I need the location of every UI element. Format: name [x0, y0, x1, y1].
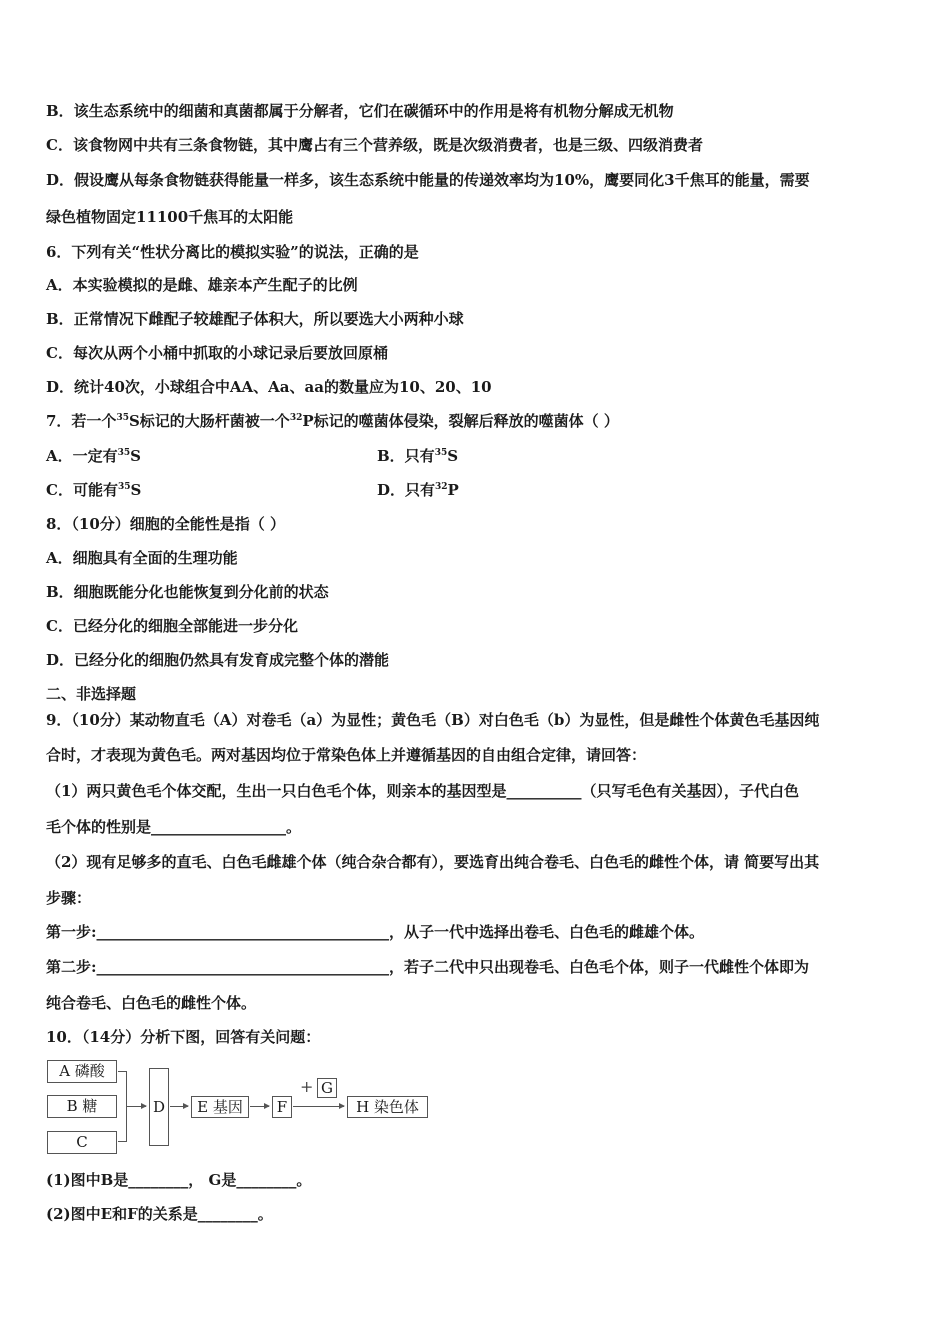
q7-stem: 7．若一个$^{35}$S标记的大肠杆菌被一个$^{32}$P标记的噬菌体侵染，裂解后释放的噬菌体（ ） — [46, 412, 619, 430]
arrow-to-d — [127, 1106, 146, 1107]
q8-option-c: C．已经分化的细胞全部能进一步分化 — [46, 617, 298, 635]
q9-step1: 第一步:_______________________________________，从子一代中选择出卷毛、白色毛的雌雄个体。 — [46, 923, 705, 941]
diagram-box-f: F — [272, 1096, 292, 1118]
q8-option-a: A．细胞具有全面的生理功能 — [46, 549, 238, 567]
diagram-plus: + — [300, 1077, 314, 1096]
q7-option-d: D．只有$^{32}$P — [377, 481, 459, 499]
arrow-d-to-e — [170, 1106, 188, 1107]
diagram-brace — [118, 1071, 127, 1142]
q9-stem-line1: 9．（10分）某动物直毛（A）对卷毛（a）为显性；黄色毛（B）对白色毛（b）为显性，但是雌性个体黄色毛基因纯 — [46, 711, 820, 729]
q10-part1: (1)图中B是________， G是________。 — [46, 1171, 312, 1189]
q10-part2: (2)图中E和F的关系是________。 — [46, 1205, 273, 1223]
q8-option-b: B．细胞既能分化也能恢复到分化前的状态 — [46, 583, 329, 601]
q8-option-d: D．已经分化的细胞仍然具有发育成完整个体的潜能 — [46, 651, 390, 669]
diagram-box-b-sugar: B 糖 — [47, 1095, 117, 1118]
diagram-box-c: C — [47, 1131, 117, 1154]
diagram-box-g: G — [317, 1078, 337, 1098]
arrow-f-to-h — [293, 1106, 344, 1107]
q6-option-b: B．正常情况下雌配子较雄配子体积大，所以要选大小两种小球 — [46, 310, 464, 328]
q6-option-a: A．本实验模拟的是雌、雄亲本产生配子的比例 — [46, 276, 358, 294]
q5-option-d-line1: D．假设鹰从每条食物链获得能量一样多，该生态系统中能量的传递效率均为10%，鹰要同化3千焦耳的能量，需要 — [46, 171, 810, 189]
q7-option-c: C．可能有$^{35}$S — [46, 481, 142, 499]
q8-stem: 8．（10分）细胞的全能性是指（ ） — [46, 515, 286, 533]
q9-part2-line2: 步骤： — [46, 889, 92, 907]
q6-option-c: C．每次从两个小桶中抓取的小球记录后要放回原桶 — [46, 344, 388, 362]
diagram-box-d: D — [149, 1068, 169, 1146]
q10-stem: 10．（14分）分析下图，回答有关问题： — [46, 1028, 321, 1046]
q9-step2-line2: 纯合卷毛、白色毛的雌性个体。 — [46, 994, 257, 1012]
diagram-box-a-phosphate: A 磷酸 — [47, 1060, 117, 1083]
q9-stem-line2: 合时，才表现为黄色毛。两对基因均位于常染色体上并遵循基因的自由组合定律，请回答： — [46, 746, 647, 764]
q6-option-d: D．统计40次，小球组合中AA、Aa、aa的数量应为10、20、10 — [46, 378, 492, 396]
q9-part1-line1: （1）两只黄色毛个体交配，生出一只白色毛个体，则亲本的基因型是__________（只写毛色有关基因），子代白色 — [46, 782, 799, 800]
q5-option-b: B．该生态系统中的细菌和真菌都属于分解者，它们在碳循环中的作用是将有机物分解成无机物 — [46, 102, 674, 120]
q5-option-c: C．该食物网中共有三条食物链，其中鹰占有三个营养级，既是次级消费者，也是三级、四级消费者 — [46, 136, 703, 154]
diagram-box-e-gene: E 基因 — [191, 1096, 249, 1118]
q9-part1-line2: 毛个体的性别是__________________。 — [46, 818, 302, 836]
q7-option-b: B．只有$^{35}$S — [377, 447, 459, 465]
diagram-box-h-chromosome: H 染色体 — [347, 1096, 428, 1118]
q9-part2-line1: （2）现有足够多的直毛、白色毛雌雄个体（纯合杂合都有），要选育出纯合卷毛、白色毛的雌性个体，请 简要写出其 — [46, 853, 820, 871]
q5-option-d-line2: 绿色植物固定11100千焦耳的太阳能 — [46, 208, 294, 226]
q6-stem: 6．下列有关“性状分离比的模拟实验”的说法，正确的是 — [46, 243, 419, 261]
q7-option-a: A．一定有$^{35}$S — [46, 447, 142, 465]
section-heading: 二、非选择题 — [46, 685, 137, 703]
q9-step2-line1: 第二步:_______________________________________，若子二代中只出现卷毛、白色毛个体，则子一代雌性个体即为 — [46, 958, 810, 976]
arrow-e-to-f — [250, 1106, 269, 1107]
